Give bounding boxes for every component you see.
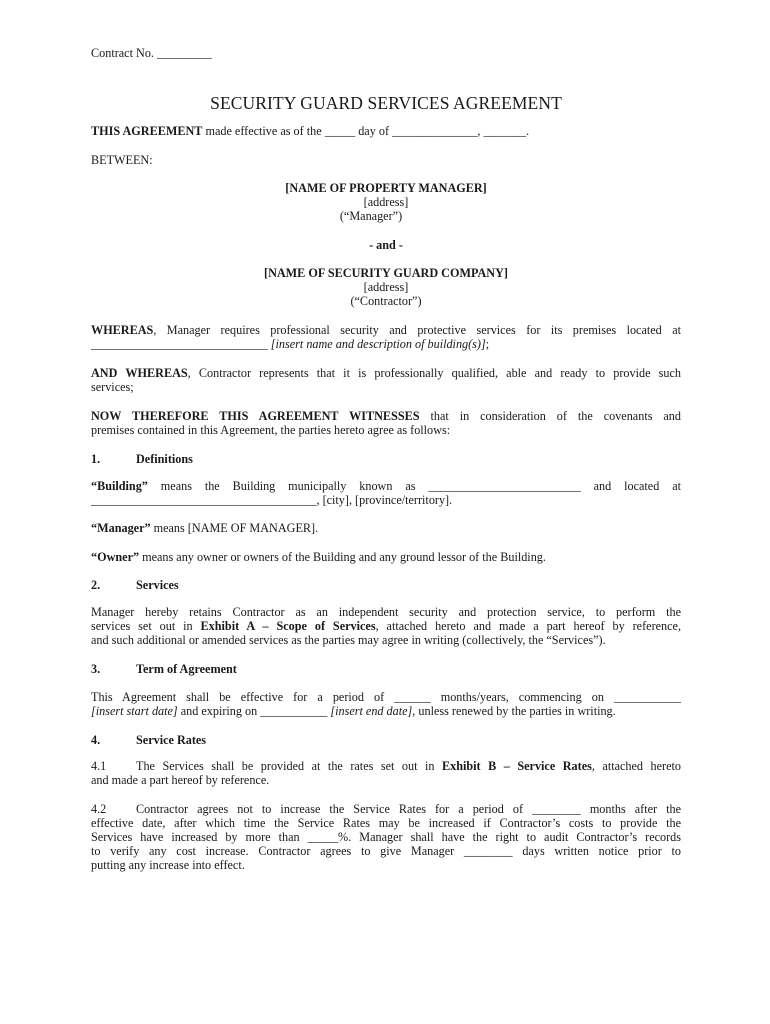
section-heading-rates: [91, 733, 681, 747]
section-number: 1.: [91, 452, 101, 466]
section-title: Service Rates: [136, 733, 207, 747]
term-text: and expiring on ___________: [177, 704, 331, 718]
services-line-1: Manager hereby retains Contractor as an independent security and protection service, to perform the: [91, 605, 681, 619]
definition-term: “Manager”: [91, 521, 151, 535]
section-heading-services: [91, 578, 681, 592]
party2-address: [address]: [363, 280, 409, 294]
whereas-blank: _____________________________: [91, 337, 268, 351]
whereas-text: , Manager requires professional security and protective services for its premises located at: [153, 323, 681, 337]
now-therefore-line-1: [91, 409, 681, 423]
contract-number: Contract No. _________: [91, 46, 212, 60]
and-separator: - and -: [369, 238, 403, 252]
now-therefore-line-2: premises contained in this Agreement, the parties hereto agree as follows:: [91, 423, 451, 437]
clause-4-2: [91, 802, 681, 872]
definition-text: means the Building municipally known as _________________________ and located at: [147, 479, 681, 493]
definition-building-line-1: [91, 479, 681, 493]
between-label: BETWEEN:: [91, 153, 153, 167]
party1-block: [91, 181, 681, 223]
clause-number: 4.2: [91, 802, 107, 816]
whereas-lead: WHEREAS: [91, 323, 154, 337]
services-line-3: and such additional or amended services as the parties may agree in writing (collectively, the “Services”).: [91, 633, 606, 647]
section-number: 2.: [91, 578, 101, 592]
services-line-2: [91, 619, 681, 633]
section-title: Term of Agreement: [136, 662, 237, 676]
and-whereas-paragraph: [91, 366, 681, 394]
clause-number: 4.1: [91, 759, 107, 773]
exhibit-a-reference: Exhibit A – Scope of Services: [200, 619, 376, 633]
start-date-placeholder: [insert start date]: [91, 704, 178, 718]
clause-4-2-line-1: [91, 802, 681, 816]
clause-text: The Services shall be provided at the rates set out in: [136, 759, 442, 773]
definition-text: means any owner or owners of the Building and any ground lessor of the Building.: [139, 550, 546, 564]
party1-role: (“Manager”): [339, 209, 403, 223]
party1-address: [address]: [363, 195, 409, 209]
intro-text: made effective as of the _____ day of ______________, _______.: [202, 124, 530, 138]
now-therefore-lead: NOW THEREFORE THIS AGREEMENT WITNESSES: [91, 409, 420, 423]
section-number: 3.: [91, 662, 101, 676]
party2-block: [91, 266, 681, 308]
clause-4-2-line-3: Services have increased by more than _____%. Manager shall have the right to audit Contractor’s records: [91, 830, 681, 844]
section-title: Services: [136, 578, 179, 592]
clause-4-2-line-2: effective date, after which time the Service Rates may be increased if Contractor’s costs to provide the: [91, 816, 681, 830]
clause-4-1-line-2: and made a part hereof by reference.: [91, 773, 270, 787]
definition-manager: [91, 521, 681, 535]
definition-owner: [91, 550, 681, 564]
and-whereas-line-1: [91, 366, 681, 380]
section-heading-term: [91, 662, 681, 676]
end-date-placeholder: [insert end date]: [330, 704, 413, 718]
whereas-end: ;: [485, 337, 490, 351]
clause-4-1: [91, 759, 681, 787]
now-therefore-paragraph: [91, 409, 681, 437]
services-text: services set out in: [91, 619, 201, 633]
section-title: Definitions: [136, 452, 193, 466]
definition-building: [91, 479, 681, 507]
and-whereas-text: , Contractor represents that it is professionally qualified, able and ready to provide such: [187, 366, 682, 380]
term-paragraph: [91, 690, 681, 718]
services-text: , attached hereto and made a part hereof by reference,: [375, 619, 681, 633]
term-line-2: [91, 704, 681, 718]
now-therefore-text: that in consideration of the covenants and: [419, 409, 681, 423]
document-page: [91, 0, 681, 1024]
services-paragraph: [91, 605, 681, 647]
definition-text: means [NAME OF MANAGER].: [150, 521, 319, 535]
whereas-placeholder: [insert name and description of building(s)]: [270, 337, 486, 351]
document-title: SECURITY GUARD SERVICES AGREEMENT: [210, 93, 562, 113]
clause-4-1-line-1: [91, 759, 681, 773]
intro-lead: THIS AGREEMENT: [91, 124, 203, 138]
whereas-line-1: [91, 323, 681, 337]
and-whereas-lead: AND WHEREAS: [91, 366, 188, 380]
party2-role: (“Contractor”): [350, 294, 422, 308]
party1-name: [NAME OF PROPERTY MANAGER]: [285, 181, 487, 195]
clause-4-2-line-5: putting any increase into effect.: [91, 858, 245, 872]
term-text: , unless renewed by the parties in writing.: [412, 704, 616, 718]
party2-name: [NAME OF SECURITY GUARD COMPANY]: [264, 266, 508, 280]
whereas-line-2: [91, 337, 681, 351]
intro-paragraph: [91, 124, 681, 138]
and-whereas-line-2: services;: [91, 380, 134, 394]
definition-term: “Owner”: [91, 550, 140, 564]
exhibit-b-reference: Exhibit B – Service Rates: [441, 759, 592, 773]
section-heading-definitions: [91, 452, 681, 466]
section-number: 4.: [91, 733, 101, 747]
whereas-paragraph: [91, 323, 681, 351]
term-line-1: This Agreement shall be effective for a period of ______ months/years, commencing on ___________: [91, 690, 681, 704]
clause-text: , attached hereto: [591, 759, 681, 773]
definition-building-line-2: _____________________________________, [city], [province/territory].: [91, 493, 453, 507]
clause-text: Contractor agrees not to increase the Service Rates for a period of ________ months after the: [136, 802, 681, 816]
clause-4-2-line-4: to verify any cost increase. Contractor agrees to give Manager ________ days written notice prior to: [91, 844, 681, 858]
definition-term: “Building”: [91, 479, 148, 493]
